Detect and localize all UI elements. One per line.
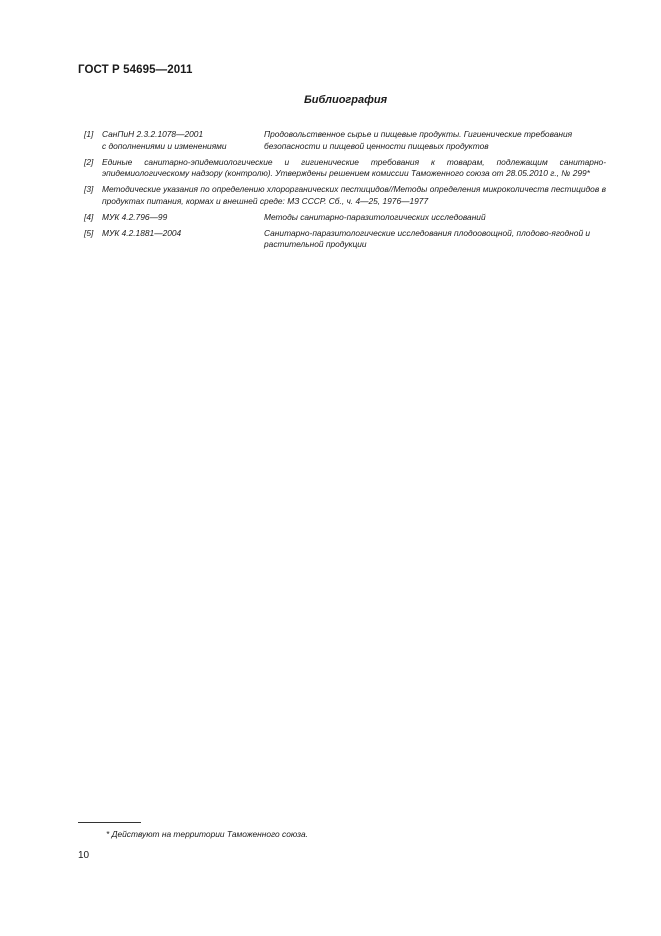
standard-number-header: ГОСТ Р 54695—2011 <box>78 64 193 76</box>
footnote-divider <box>78 822 141 823</box>
bibliography-entry-1 <box>84 129 606 152</box>
entry-source <box>102 129 262 152</box>
entry-number: [2] <box>84 156 94 167</box>
bibliography-list <box>84 129 606 255</box>
entry-text: Единые санитарно-эпидемиологические и гигиенические требования к товарам, подлежащим санитарно-эпидемиологическому надзору (контролю). Утверждены решением комиссии Таможенного союза от 28.05.2010 г., № 299* <box>102 156 606 179</box>
bibliography-title: Библиография <box>303 94 388 106</box>
entry-source-line: МУК 4.2.1881—2004 <box>102 227 182 238</box>
entry-description: Методы санитарно-паразитологических исследований <box>264 211 486 222</box>
entry-source <box>102 212 262 224</box>
page-number: 10 <box>78 850 90 861</box>
entry-number: [4] <box>84 211 94 222</box>
bibliography-entry-3 <box>84 184 606 207</box>
entry-source <box>102 228 262 240</box>
entry-description: Продовольственное сырье и пищевые продукты. Гигиенические требования безопасности и пищевой ценности пищевых продуктов <box>264 129 573 151</box>
entry-source-line: СанПиН 2.3.2.1078—2001 <box>102 129 204 139</box>
entry-number: [3] <box>84 184 94 195</box>
entry-source-line: МУК 4.2.796—99 <box>102 211 168 222</box>
entry-text: Методические указания по определению хлорорганических пестицидов//Методы определения микроколичеств пестицидов в продуктах питания, кормах и внешней среде: МЗ СССР. Сб., ч. 4—25, 1976—1977 <box>102 184 606 206</box>
entry-description: Санитарно-паразитологические исследования плодоовощной, плодово-ягодной и растительной продукции <box>264 227 591 250</box>
entry-number: [1] <box>84 129 94 139</box>
bibliography-entry-2 <box>84 157 606 180</box>
entry-number: [5] <box>84 227 94 238</box>
bibliography-entry-4 <box>84 212 606 224</box>
footnote-text: * Действуют на территории Таможенного союза. <box>106 829 308 839</box>
entry-source-line: с дополнениями и изменениями <box>102 140 227 151</box>
bibliography-entry-5 <box>84 228 606 251</box>
